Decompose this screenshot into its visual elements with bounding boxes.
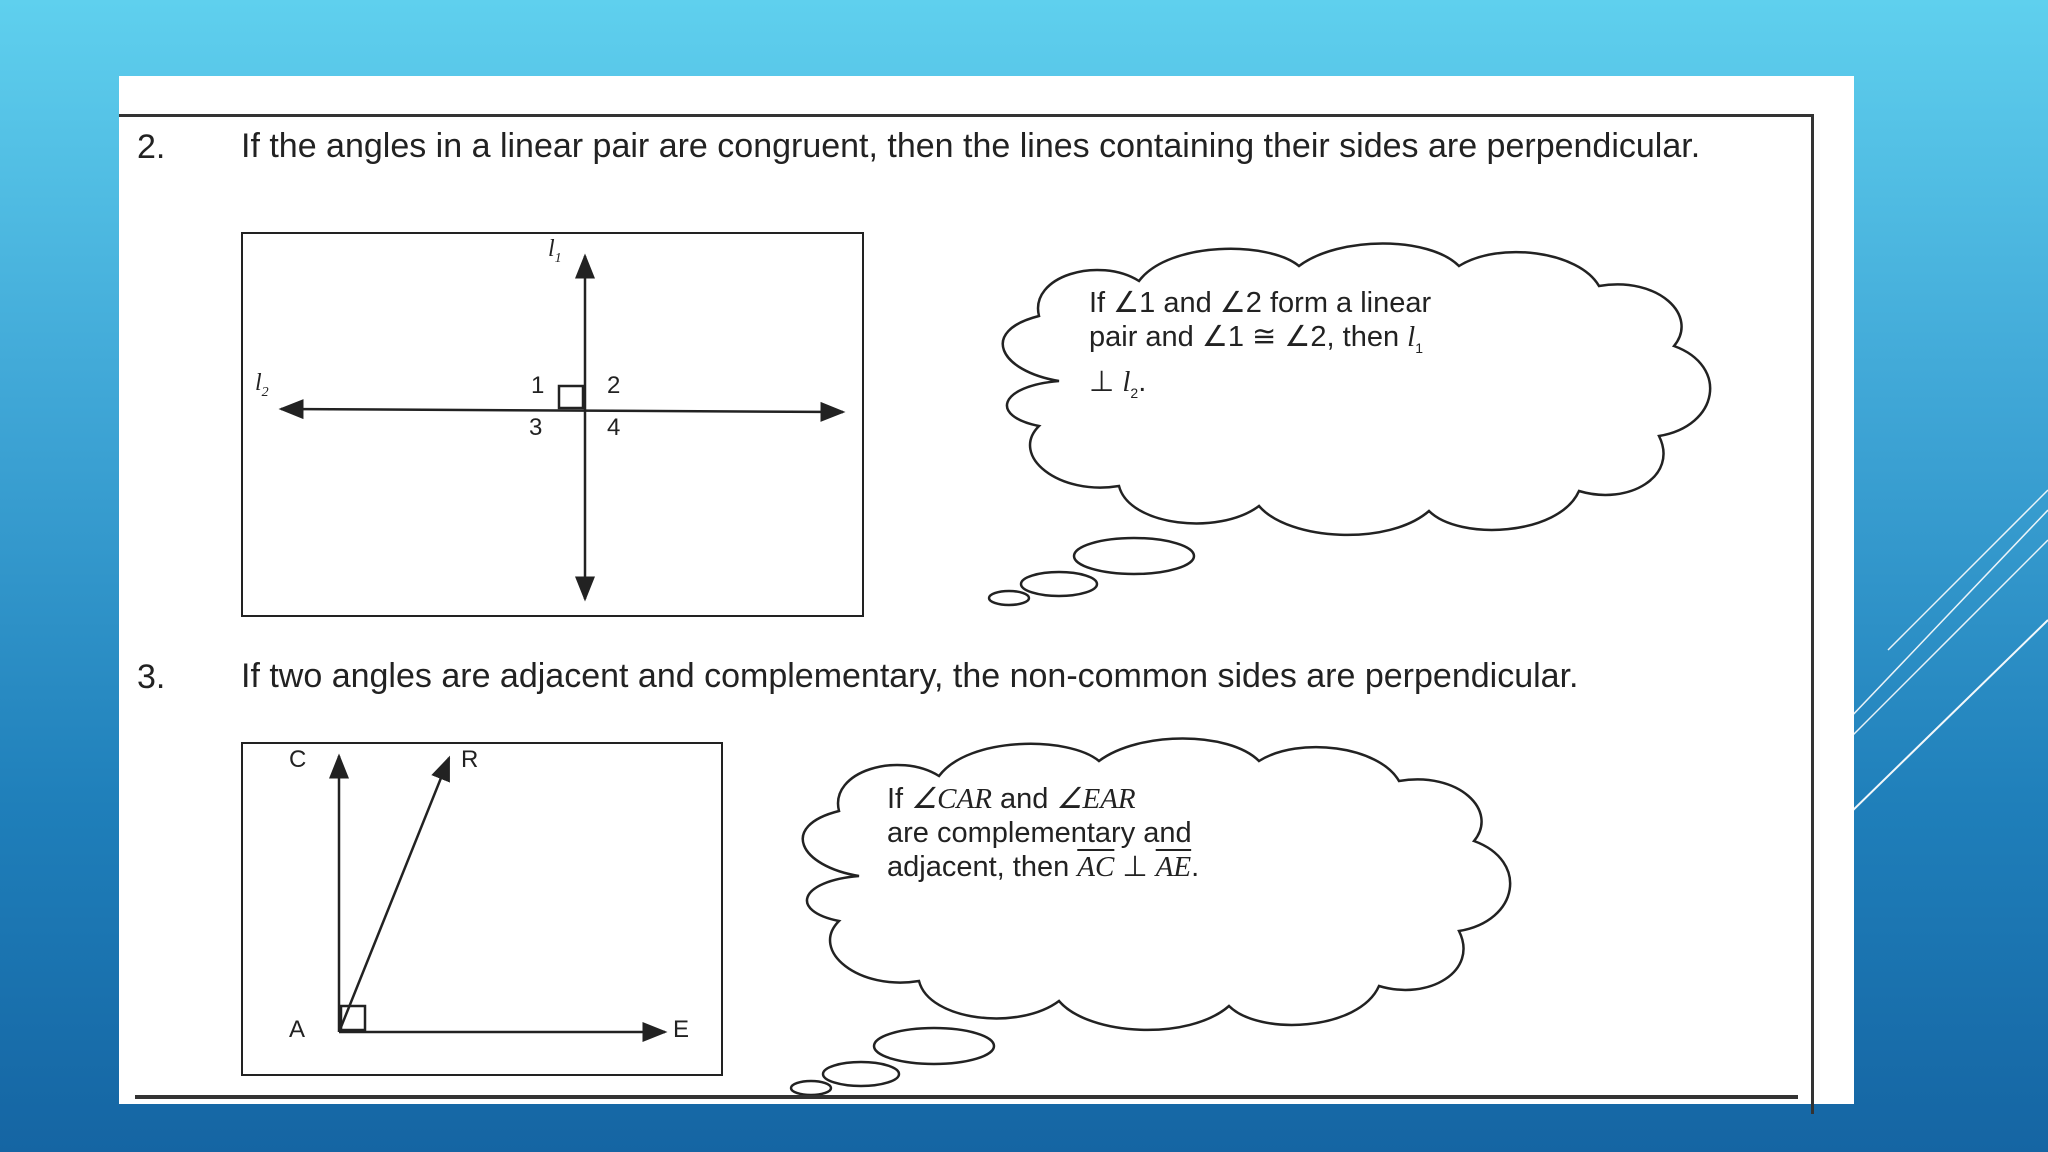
label-c: C bbox=[289, 746, 307, 773]
angle-label-4: 4 bbox=[607, 414, 621, 441]
complementary-angles-figure bbox=[241, 742, 723, 1076]
item-3-number: 3. bbox=[137, 658, 166, 696]
label-l1: $l_1$ bbox=[548, 236, 562, 266]
thought-text-item-2 bbox=[1089, 286, 1431, 410]
decorative-diagonal-lines bbox=[1848, 470, 2048, 830]
item-3-text: If two angles are adjacent and complementary, the non-common sides are perpendicular. bbox=[241, 657, 1579, 695]
thought-2-line-2: pair and ∠1 ≅ ∠2, then $l_1$ bbox=[1089, 321, 1424, 356]
thought-3-line-1: If ∠CAR and ∠EAR bbox=[887, 783, 1136, 815]
ray-ar bbox=[339, 758, 449, 1032]
label-e: E bbox=[673, 1016, 690, 1043]
item-2-text: If the angles in a linear pair are congruent, then the lines containing their sides are perpendicular. bbox=[241, 127, 1701, 165]
label-a: A bbox=[289, 1016, 306, 1043]
angle-label-3: 3 bbox=[529, 414, 543, 441]
line-l2 bbox=[281, 409, 843, 412]
thought-2-line-1: If ∠1 and ∠2 form a linear bbox=[1089, 287, 1432, 319]
bottom-rule bbox=[135, 1095, 1798, 1099]
label-r: R bbox=[461, 746, 479, 773]
thought-2-line-3: ⊥ $l_2$. bbox=[1089, 365, 1147, 401]
item-2-number: 2. bbox=[137, 128, 166, 166]
thought-3-line-2: are complementary and bbox=[887, 817, 1192, 849]
complementary-angles-diagram bbox=[243, 744, 725, 1078]
linear-pair-figure bbox=[241, 232, 864, 617]
linear-pair-diagram bbox=[243, 234, 866, 619]
angle-label-2: 2 bbox=[607, 372, 621, 399]
thought-text-item-3 bbox=[887, 782, 1199, 884]
right-angle-mark bbox=[559, 386, 583, 408]
slide-card bbox=[119, 76, 1854, 1104]
label-l2: $l_2$ bbox=[255, 370, 269, 400]
angle-label-1: 1 bbox=[531, 372, 545, 399]
thought-3-line-3: adjacent, then $\overline{AC}$ ⊥ $\overline{AE}$. bbox=[887, 851, 1200, 883]
